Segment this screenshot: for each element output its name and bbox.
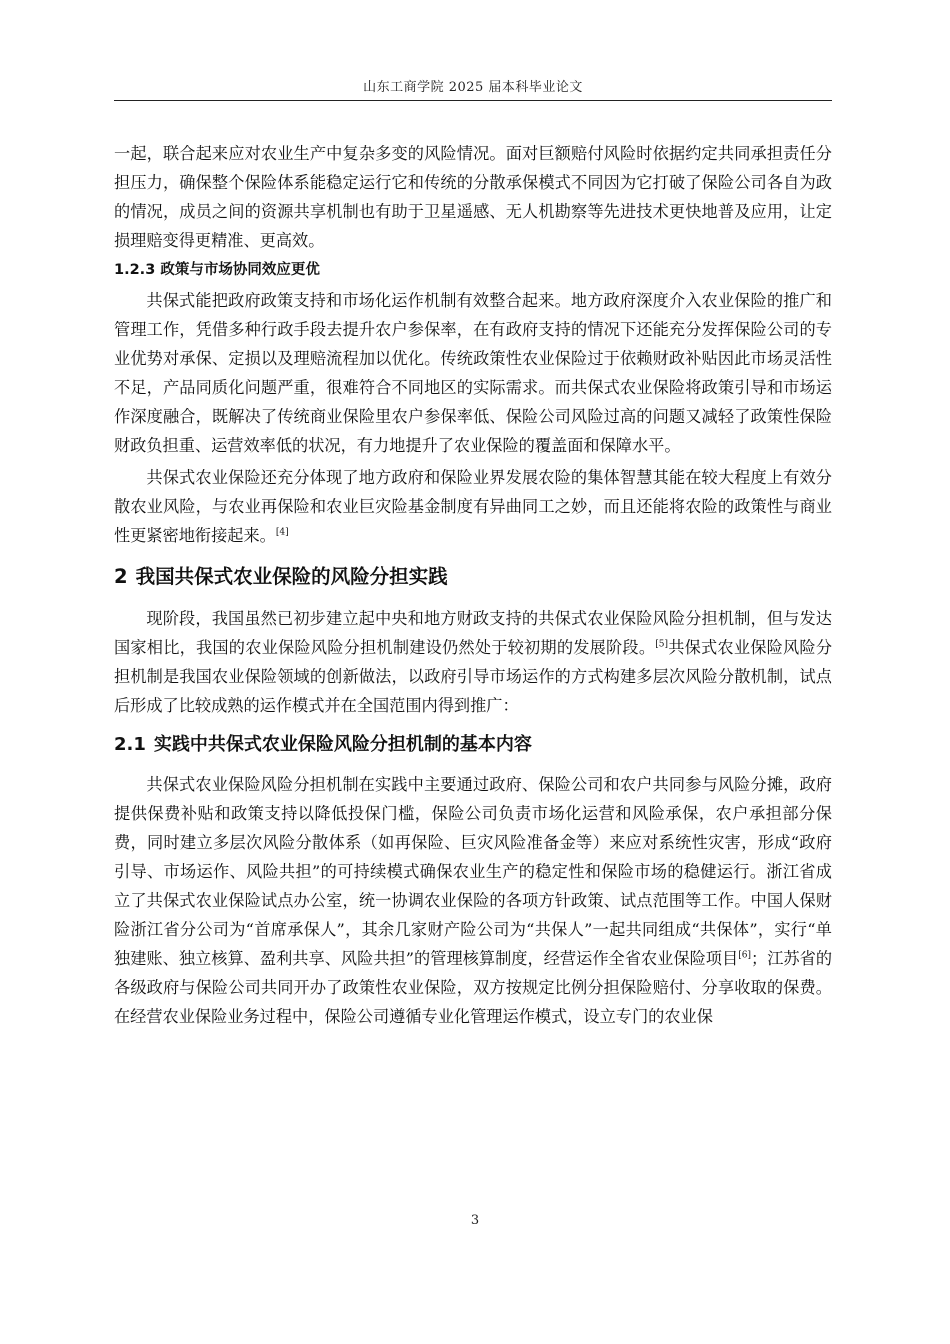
subsection-heading-1-2-3: 1.2.3 政策与市场协同效应更优 [114, 262, 320, 278]
paragraph-mechanism-content [114, 770, 832, 1031]
paragraph-text: 共保式农业保险风险分担机制在实践中主要通过政府、保险公司和农户共同参与风险分摊，政府提供保费补贴和政策支持以降低投保门槛，保险公司负责市场化运营和风险承保，农户承担部分保费，同时建立多层次风险分散体系（如再保险、巨灾风险准备金等）来应对系统性灾害，形成“政府引导、市场运作、风险共担”的可持续模式确保农业生产的稳定性和保险市场的稳健运行。浙江省成立了共保式农业保险试点办公室，统一协调农业保险的各项方针政策、试点范围等工作。中国人保财险浙江省分公司为“首席承保人”，其余几家财产险公司为“共保人”一起共同组成“共保体”，实行“单独建账、独立核算、盈利共享、风险共担”的管理核算制度，经营运作全省农业保险项目 [114, 775, 832, 968]
paragraph-text: 共保式农业保险风险分担机制是我国农业保险领域的创新做法，以政府引导市场运作的方式构建多层次风险分散机制，试点后形成了比较成熟的运作模式并在全国范围内得到推广： [114, 638, 833, 715]
chapter-number: 2 [114, 565, 128, 588]
paragraph-text: 共保式农业保险还充分体现了地方政府和保险业界发展农险的集体智慧其能在较大程度上有效分散农业风险，与农业再保险和农业巨灾险基金制度有异曲同工之妙，而且还能将农险的政策性与商业性更紧密地衔接起来。 [114, 468, 832, 545]
paragraph-current-stage [114, 604, 832, 720]
header-rule [114, 100, 832, 101]
chapter-heading [114, 562, 832, 592]
paragraph-collective-wisdom [114, 463, 832, 550]
paragraph-continuation: 一起，联合起来应对农业生产中复杂多变的风险情况。面对巨额赔付风险时依据约定共同承担责任分担压力，确保整个保险体系能稳定运行它和传统的分散承保模式不同因为它打破了保险公司各自为政的情况，成员之间的资源共享机制也有助于卫星遥感、无人机勘察等先进技术更快地普及应用，让定损理赔变得更精准、更高效。 [114, 144, 832, 250]
section-heading-2-1 [114, 730, 832, 760]
section-title: 实践中共保式农业保险风险分担机制的基本内容 [153, 734, 532, 755]
running-header: 山东工商学院 2025 届本科毕业论文 [363, 80, 583, 95]
citation-ref: [5] [655, 639, 668, 650]
paragraph-policy-market: 共保式能把政府政策支持和市场化运作机制有效整合起来。地方政府深度介入农业保险的推广和管理工作，凭借多种行政手段去提升农户参保率，在有政府支持的情况下还能充分发挥保险公司的专业优势对承保、定损以及理赔流程加以优化。传统政策性农业保险过于依赖财政补贴因此市场灵活性不足，产品同质化问题严重，很难符合不同地区的实际需求。而共保式农业保险将政策引导和市场运作深度融合，既解决了传统商业保险里农户参保率低、保险公司风险过高的问题又减轻了政策性保险财政负担重、运营效率低的状况，有力地提升了农业保险的覆盖面和保障水平。 [114, 291, 832, 455]
citation-ref: [6] [738, 950, 751, 961]
chapter-title: 我国共保式农业保险的风险分担实践 [135, 565, 448, 588]
paragraph-text: ；江苏省的各级政府与保险公司共同开办了政策性农业保险，双方按规定比例分担保险赔付、分享收取的保费。在经营农业保险业务过程中，保险公司遵循专业化管理运作模式，设立专门的农业保 [114, 949, 833, 1026]
citation-ref: [4] [275, 527, 289, 538]
page-content [114, 139, 832, 1031]
page-number: 3 [470, 1213, 480, 1228]
section-number: 2.1 [114, 734, 146, 755]
paragraph-text: 现阶段，我国虽然已初步建立起中央和地方财政支持的共保式农业保险风险分担机制，但与发达国家相比，我国的农业保险风险分担机制建设仍然处于较初期的发展阶段。 [114, 609, 832, 657]
